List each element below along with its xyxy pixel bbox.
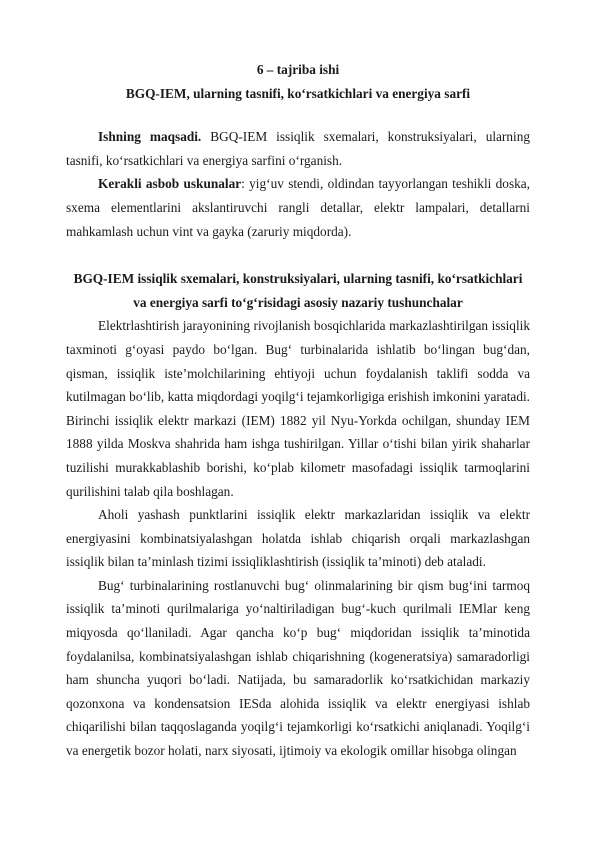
body-paragraph-2: Aholi yashash punktlarini issiqlik elektr markazlaridan issiqlik va elektr energiyasini kombinatsiyalashgan holatda ishlab chiqarish orqali markazlashgan issiqlik bilan ta’minlash tizimi issiqliklashtirish (issiqlik ta’minoti) deb ataladi. <box>66 507 530 570</box>
section-title-line2: va energiya sarfi to‘g‘risidagi asosiy nazariy tushunchalar <box>133 294 463 310</box>
goal-label: Ishning maqsadi. <box>98 129 202 145</box>
body-paragraph-1: Elektrlashtirish jarayonining rivojlanish bosqichlarida markazlashtirilgan issiqlik taxminoti g‘oyasi paydo bo‘lgan. Bug‘ turbinalarida ishlatib bo‘lingan bug‘dan, qisman, issiqlik iste’molchilarining ehtiyoji uchun foydalanish taklifi sodda va kutilmagan bo‘lib, katta miqdordagi yoqilg‘i tejamkorligiga erishish imkonini yaratadi. Birinchi issiqlik elektr markazi (IEM) 1882 yil Nyu-Yorkda ochilgan, shunday IEM 1888 yilda Moskva shahrida ham ishga tushirilgan. Yillar o‘tishi bilan yirik shaharlar tuzilishi murakkablashib borishi, ko‘plab kilometr masofadagi issiqlik tarmoqlarini qurilishini talab qila boshlagan. <box>66 318 530 499</box>
document-page <box>66 58 530 763</box>
section-title-line1: BGQ-IEM issiqlik sxemalari, konstruksiyalari, ularning tasnifi, ko‘rsatkichlari <box>73 271 523 287</box>
lab-number: 6 – tajriba ishi <box>256 62 340 77</box>
goal-paragraph <box>66 125 530 172</box>
lab-title: BGQ-IEM, ularning tasnifi, ko‘rsatkichlari va energiya sarfi <box>125 85 471 101</box>
equipment-text: : yig‘uv stendi, oldindan tayyorlangan teshikli doska, sxema elementlarini akslantiruvchi rangli detallar, elektr lampalari, detallarni mahkamlash uchun vint va gayka (zaruriy miqdorda). <box>66 176 531 239</box>
equipment-paragraph <box>66 172 530 243</box>
goal-text: BGQ-IEM issiqlik sxemalari, konstruksiyalari, ularning tasnifi, ko‘rsatkichlari va energiya sarfini o‘rganish. <box>66 129 530 168</box>
body-paragraph-3: Bug‘ turbinalarining rostlanuvchi bug‘ olinmalarining bir qism bug‘ini tarmoq issiqlik ta’minoti qurilmalariga yo‘naltiriladigan bug‘-kuch qurilmali IEMlar keng miqyosda qo‘llaniladi. Agar qancha ko‘p bug‘ miqdoridan issiqlik ta’minotida foydalanilsa, kombinatsiyalashgan ishlab chiqarishning (kogeneratsiya) samaradorligi ham shuncha yuqori bo‘ladi. Natijada, bu samaradorlik ko‘rsatkichidan markaziy qozonxona va kondensatsion IESda alohida issiqlik va elektr energiyasi ishlab chiqarilishi bilan taqqoslaganda yoqilg‘i tejamkorligi ko‘rsatkichi aniqlanadi. Yoqilg‘i va energetik bozor holati, narx siyosati, ijtimoiy va ekologik omillar hisobga olingan <box>66 577 530 759</box>
spacer <box>66 243 530 267</box>
equipment-label: Kerakli asbob uskunalar <box>98 176 242 192</box>
